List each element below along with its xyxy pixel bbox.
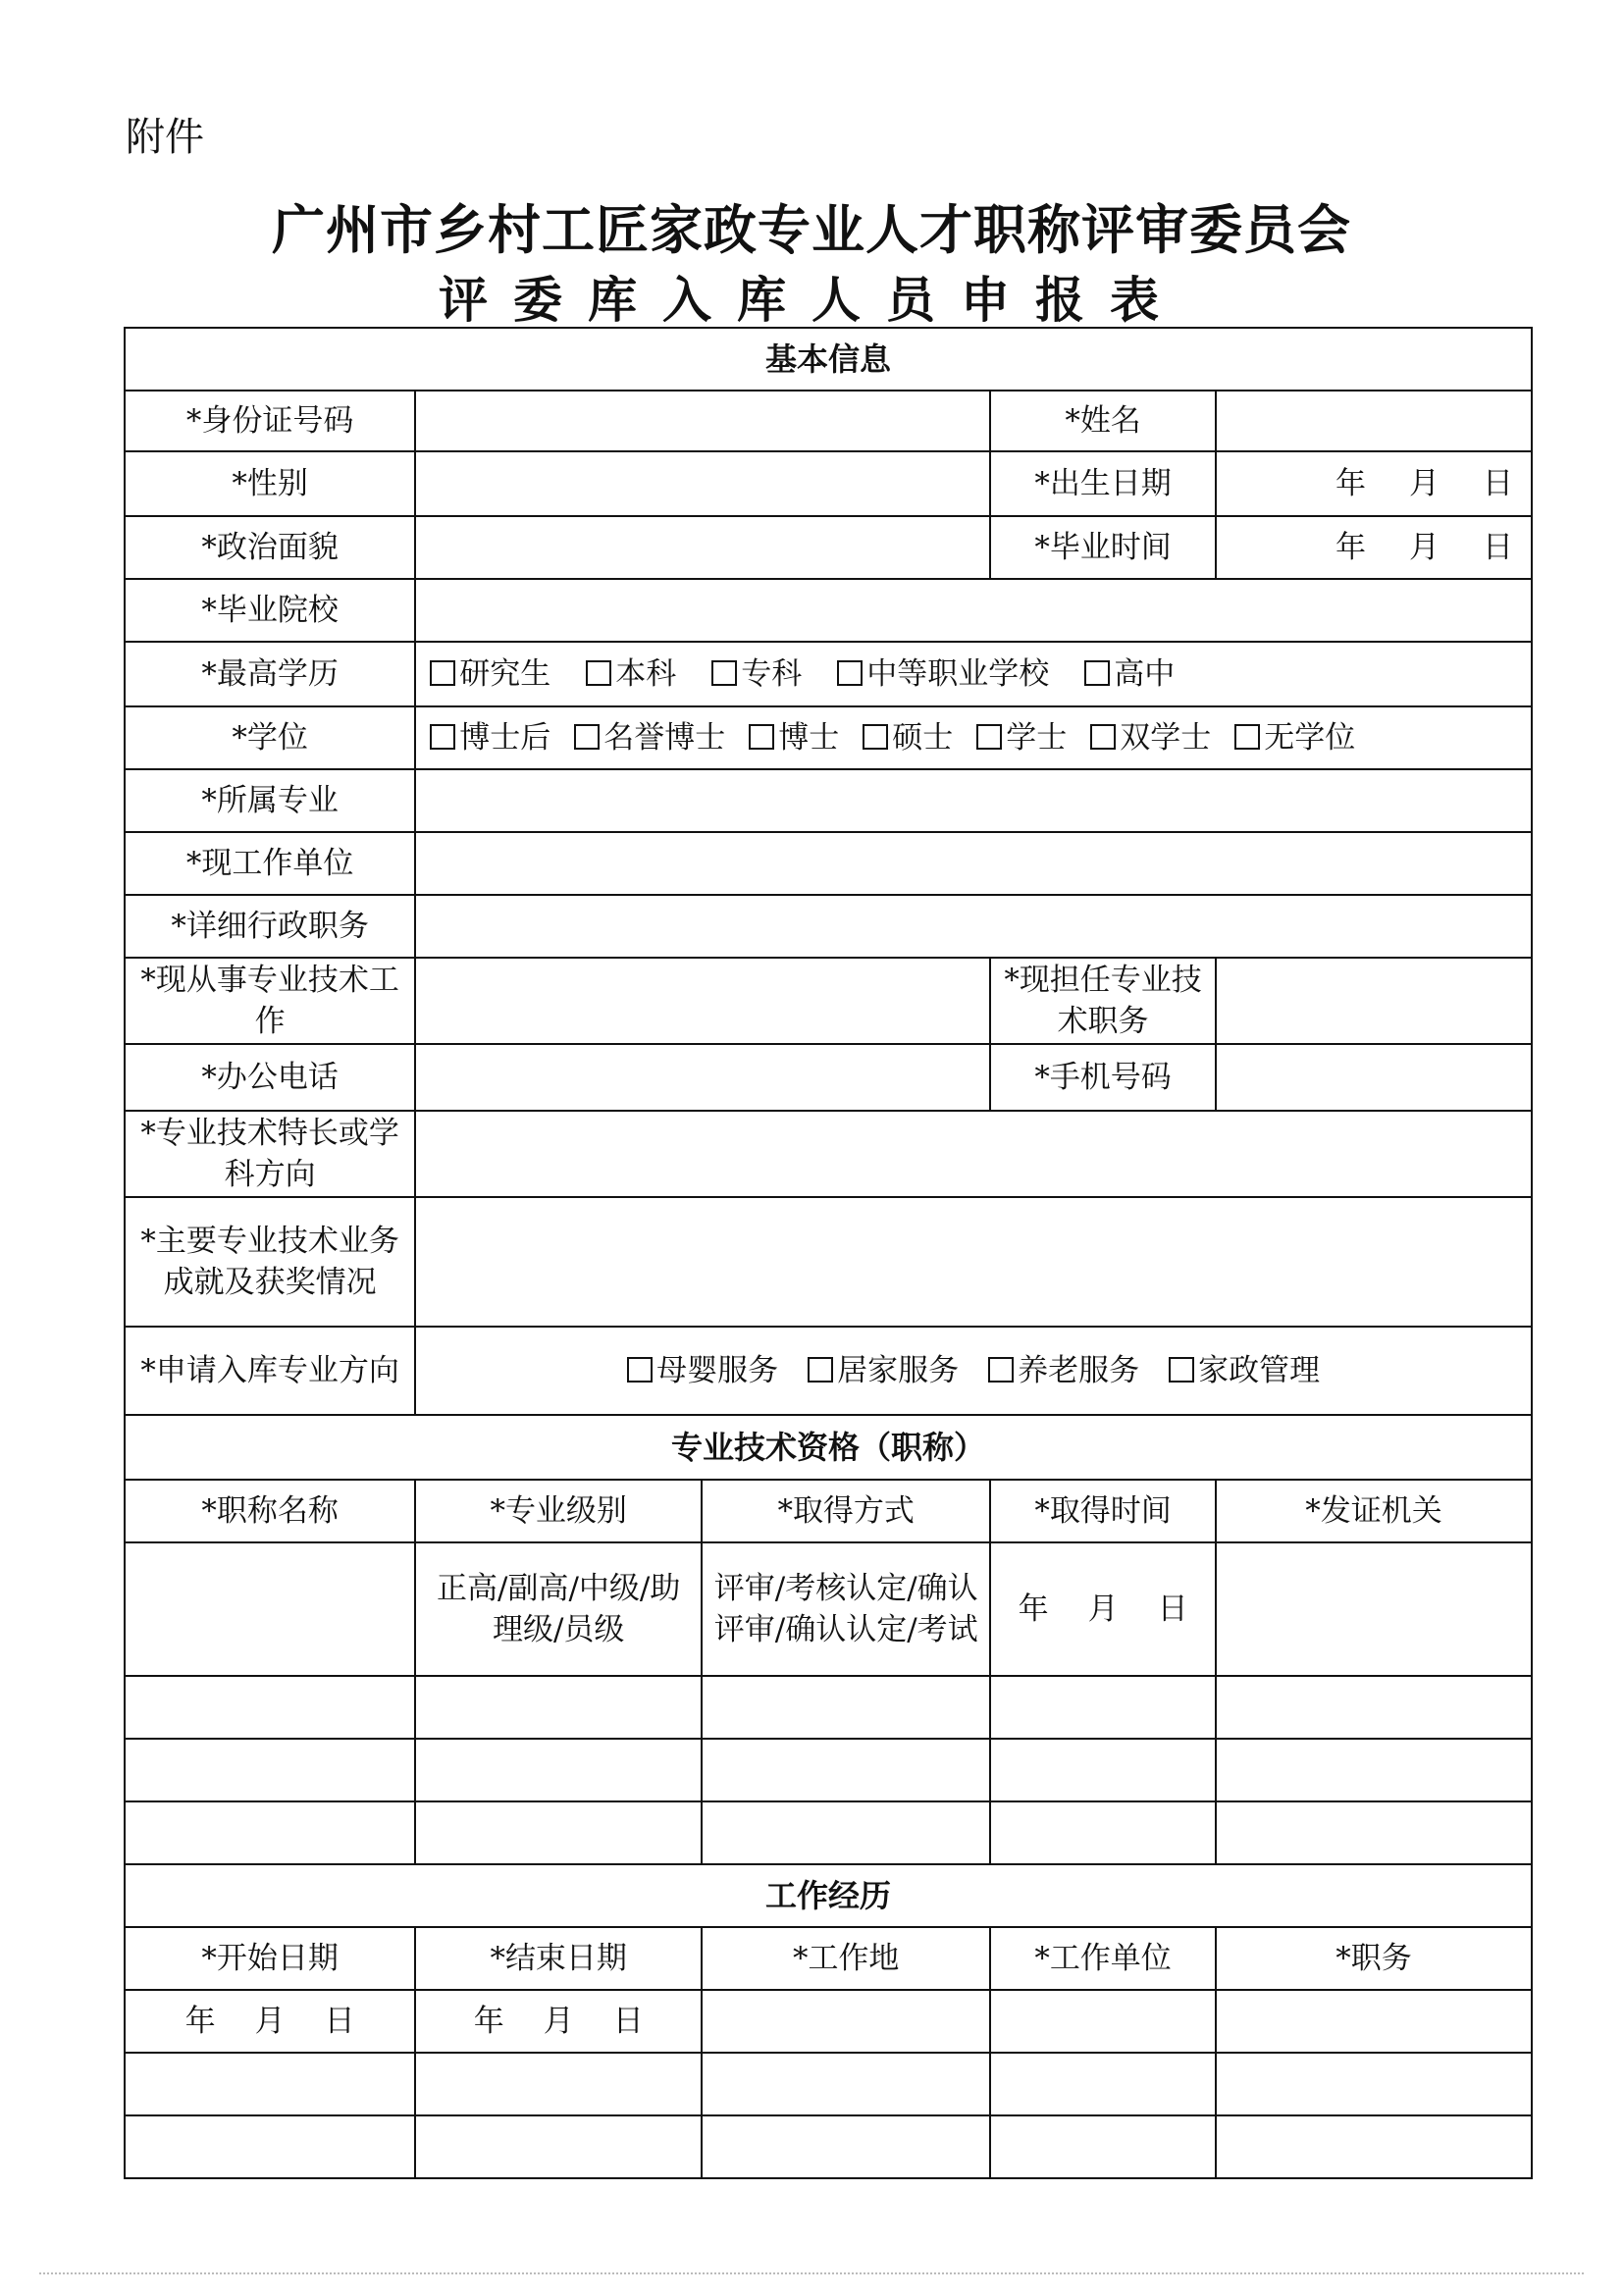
table-row — [125, 1739, 1532, 1801]
label-current-post: *现担任专业技术职务 — [990, 958, 1216, 1044]
label-achievements: *主要专业技术业务成就及获奖情况 — [125, 1197, 415, 1327]
label-mobile: *手机号码 — [990, 1044, 1216, 1111]
table-row — [125, 2115, 1532, 2178]
checkbox-icon — [988, 1357, 1014, 1383]
qual-field-method[interactable]: 评审/考核认定/确认评审/确认认定/考试 — [702, 1542, 990, 1676]
qual-field-time[interactable]: 年 月 日 — [990, 1542, 1216, 1676]
checkbox-degree-6[interactable]: 无学位 — [1234, 717, 1355, 758]
exp-field-position[interactable] — [1216, 1990, 1532, 2053]
checkbox-degree-4[interactable]: 学士 — [976, 717, 1067, 758]
checkbox-icon — [1234, 724, 1260, 750]
label-major: *所属专业 — [125, 769, 415, 832]
label-specialty: *专业技术特长或学科方向 — [125, 1111, 415, 1197]
table-row — [125, 1990, 1532, 2053]
checkbox-education-2[interactable]: 专科 — [711, 653, 802, 695]
scan-edge-line — [39, 2272, 1584, 2274]
checkbox-icon — [749, 724, 774, 750]
table-row — [125, 1676, 1532, 1739]
label-education: *最高学历 — [125, 642, 415, 706]
label-admin-position: *详细行政职务 — [125, 895, 415, 958]
checkbox-degree-1[interactable]: 名誉博士 — [574, 717, 725, 758]
exp-field-place[interactable] — [702, 1990, 990, 2053]
application-form-table — [124, 327, 1533, 2179]
label-id-number: *身份证号码 — [125, 391, 415, 451]
checkbox-icon — [976, 724, 1002, 750]
qual-header-title: *职称名称 — [125, 1480, 415, 1542]
checkbox-education-4[interactable]: 高中 — [1084, 653, 1175, 695]
section-work-experience: 工作经历 — [125, 1864, 1532, 1927]
label-graduation-time: *毕业时间 — [990, 516, 1216, 579]
exp-field-start[interactable]: 年 月 日 — [125, 1990, 415, 2053]
field-id-number[interactable] — [415, 391, 990, 451]
field-birth-date[interactable]: 年 月 日 — [1216, 451, 1532, 516]
direction-options — [415, 1327, 1532, 1415]
form-subtitle: 评委库入库人员申报表 — [439, 271, 1184, 329]
qual-field-issuer[interactable] — [1216, 1542, 1532, 1676]
checkbox-icon — [837, 660, 863, 686]
checkbox-icon — [1084, 660, 1110, 686]
field-admin-position[interactable] — [415, 895, 1532, 958]
label-school: *毕业院校 — [125, 579, 415, 642]
qual-header-method: *取得方式 — [702, 1480, 990, 1542]
field-office-phone[interactable] — [415, 1044, 990, 1111]
table-row — [125, 2053, 1532, 2115]
qual-field-title[interactable] — [125, 1542, 415, 1676]
exp-header-place: *工作地 — [702, 1927, 990, 1990]
field-graduation-time[interactable]: 年 月 日 — [1216, 516, 1532, 579]
checkbox-degree-0[interactable]: 博士后 — [430, 717, 550, 758]
checkbox-education-1[interactable]: 本科 — [586, 653, 676, 695]
field-achievements[interactable] — [415, 1197, 1532, 1327]
checkbox-degree-3[interactable]: 硕士 — [863, 717, 953, 758]
field-major[interactable] — [415, 769, 1532, 832]
label-degree: *学位 — [125, 706, 415, 769]
checkbox-icon — [863, 724, 888, 750]
label-birth-date: *出生日期 — [990, 451, 1216, 516]
qual-field-level[interactable]: 正高/副高/中级/助理级/员级 — [415, 1542, 702, 1676]
label-office-phone: *办公电话 — [125, 1044, 415, 1111]
checkbox-icon — [808, 1357, 833, 1383]
checkbox-icon — [1169, 1357, 1194, 1383]
table-row — [125, 1801, 1532, 1864]
field-political-status[interactable] — [415, 516, 990, 579]
checkbox-icon — [586, 660, 611, 686]
checkbox-icon — [574, 724, 600, 750]
label-gender: *性别 — [125, 451, 415, 516]
checkbox-degree-2[interactable]: 博士 — [749, 717, 839, 758]
checkbox-icon — [1090, 724, 1116, 750]
checkbox-direction-3[interactable]: 家政管理 — [1169, 1350, 1320, 1391]
checkbox-icon — [430, 660, 455, 686]
label-current-work: *现从事专业技术工作 — [125, 958, 415, 1044]
label-apply-direction: *申请入库专业方向 — [125, 1327, 415, 1415]
checkbox-education-3[interactable]: 中等职业学校 — [837, 653, 1049, 695]
checkbox-direction-1[interactable]: 居家服务 — [808, 1350, 959, 1391]
label-political-status: *政治面貌 — [125, 516, 415, 579]
form-title: 广州市乡村工匠家政专业人才职称评审委员会 — [272, 198, 1351, 261]
qual-header-issuer: *发证机关 — [1216, 1480, 1532, 1542]
field-school[interactable] — [415, 579, 1532, 642]
checkbox-icon — [711, 660, 737, 686]
label-name: *姓名 — [990, 391, 1216, 451]
checkbox-degree-5[interactable]: 双学士 — [1090, 717, 1211, 758]
label-employer: *现工作单位 — [125, 832, 415, 895]
field-mobile[interactable] — [1216, 1044, 1532, 1111]
field-name[interactable] — [1216, 391, 1532, 451]
qual-header-level: *专业级别 — [415, 1480, 702, 1542]
field-employer[interactable] — [415, 832, 1532, 895]
section-qualification: 专业技术资格（职称） — [125, 1415, 1532, 1480]
checkbox-education-0[interactable]: 研究生 — [430, 653, 550, 695]
checkbox-direction-0[interactable]: 母婴服务 — [627, 1350, 778, 1391]
exp-header-start: *开始日期 — [125, 1927, 415, 1990]
checkbox-icon — [627, 1357, 653, 1383]
exp-header-position: *职务 — [1216, 1927, 1532, 1990]
exp-field-employer[interactable] — [990, 1990, 1216, 2053]
field-current-post[interactable] — [1216, 958, 1532, 1044]
education-options — [415, 642, 1532, 706]
exp-header-end: *结束日期 — [415, 1927, 702, 1990]
checkbox-direction-2[interactable]: 养老服务 — [988, 1350, 1139, 1391]
checkbox-icon — [430, 724, 455, 750]
attachment-label: 附件 — [126, 115, 204, 160]
exp-header-employer: *工作单位 — [990, 1927, 1216, 1990]
field-specialty[interactable] — [415, 1111, 1532, 1197]
section-basic-info: 基本信息 — [125, 328, 1532, 391]
field-current-work[interactable] — [415, 958, 990, 1044]
field-gender[interactable] — [415, 451, 990, 516]
exp-field-end[interactable]: 年 月 日 — [415, 1990, 702, 2053]
degree-options — [415, 706, 1532, 769]
qual-header-time: *取得时间 — [990, 1480, 1216, 1542]
